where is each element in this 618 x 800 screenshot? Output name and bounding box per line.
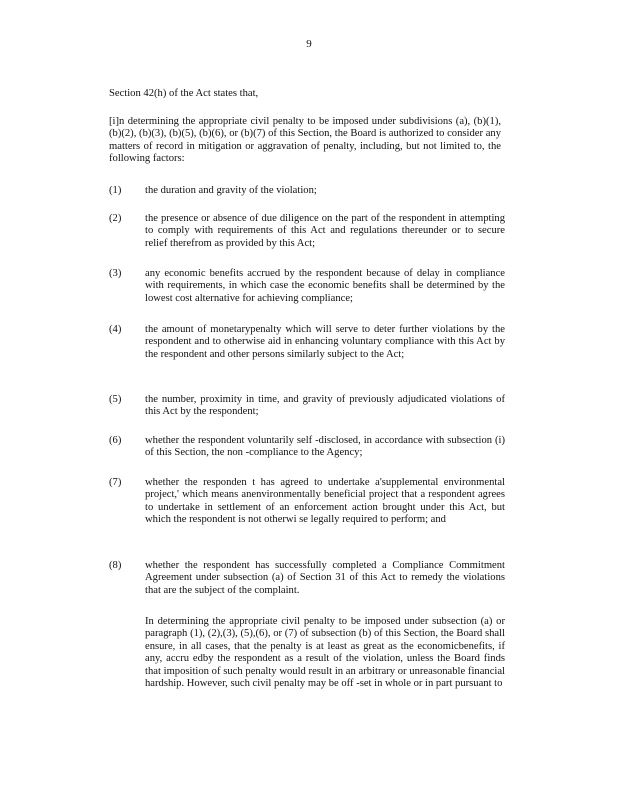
factor-number: (5) [109, 394, 122, 405]
quoted-statute-paragraph: [i]n determining the appropriate civil penalty to be imposed under subdivisions (a), (b)(1), (b)(2), (b)(3), (b)(5), (b)(6), or (b)(7) of this Section, the Board is authorized to consider any matters of record in mitigation or aggravation of penalty, including, but not limited to, the following factors: [109, 116, 501, 165]
factor-text: whether the responden t has agreed to undertake a'supplemental environmental project,' which means anenvironmentally beneficial project that a respondent agrees to undertake in settlement of an enforcement action brought under this Act, but which the respondent is not otherwi se legally required to perform; and [145, 477, 505, 526]
factor-text: whether the respondent voluntarily self -disclosed, in accordance with subsection (i) of this Section, the non -compliance to the Agency; [145, 435, 505, 459]
factor-number: (8) [109, 560, 122, 571]
page-number: 9 [306, 38, 312, 50]
factor-number: (7) [109, 477, 122, 488]
intro-paragraph: Section 42(h) of the Act states that, [109, 88, 259, 99]
factor-number: (1) [109, 185, 122, 196]
factor-text: any economic benefits accrued by the respondent because of delay in compliance with requirements, in which case the economic benefits shall be determined by the lowest cost alternative for achieving compliance; [145, 268, 505, 304]
factor-number: (2) [109, 213, 122, 224]
factor-text: the presence or absence of due diligence on the part of the respondent in attempting to comply with requirements of this Act and regulations thereunder or to secure relief therefrom as provided by this Act; [145, 213, 505, 249]
factor-number: (3) [109, 268, 122, 279]
factor-text: the duration and gravity of the violation; [145, 185, 317, 196]
factor-text: the amount of monetarypenalty which will serve to deter further violations by the respondent and to otherwise aid in enhancing voluntary compliance with this Act by the respondent and other persons similarly subject to the Act; [145, 324, 505, 360]
factor-text: the number, proximity in time, and gravity of previously adjudicated violations of this Act by the respondent; [145, 394, 505, 418]
factor-number: (4) [109, 324, 122, 335]
factor-number: (6) [109, 435, 122, 446]
closing-paragraph: In determining the appropriate civil penalty to be imposed under subsection (a) or paragraph (1), (2),(3), (5),(6), or (7) of subsection (b) of this Section, the Board shall ensure, in all cases, that the penalty is at least as great as the economicbenefits, if any, accru edby the respondent as a result of the violation, unless the Board finds that imposition of such penalty would result in an arbitrary or unreasonable financial hardship. However, such civil penalty may be off -set in whole or in part pursuant to [145, 616, 505, 690]
factor-text: whether the respondent has successfully completed a Compliance Commitment Agreement under subsection (a) of Section 31 of this Act to remedy the violations that are the subject of the complaint. [145, 560, 505, 596]
